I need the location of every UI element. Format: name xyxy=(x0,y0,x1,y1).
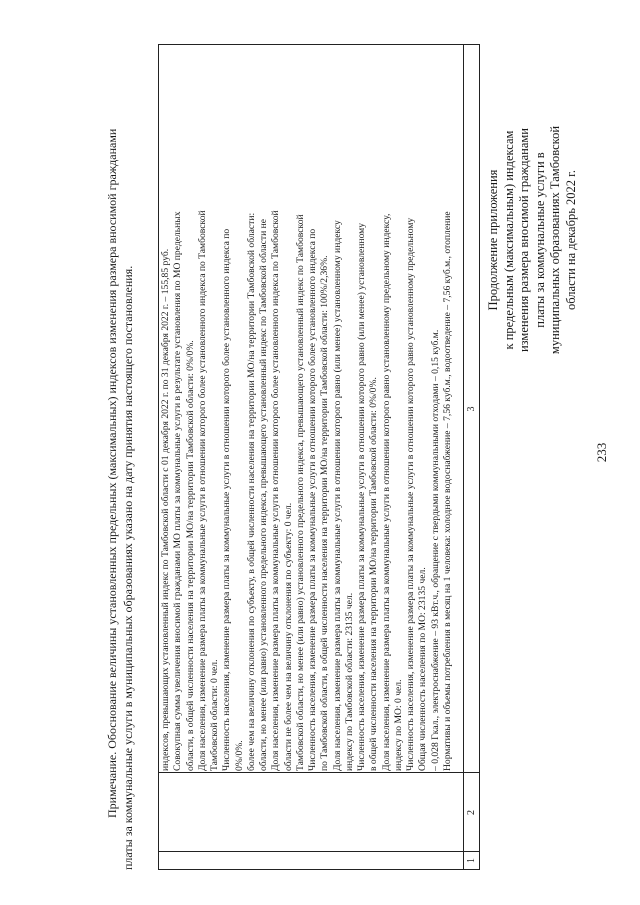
column-divider xyxy=(159,851,479,852)
footnote xyxy=(104,44,136,870)
column-header-2: 2 xyxy=(466,810,477,815)
table-text-line: Доля населения, изменение размера платы за коммунальные услуги в отношении которого более установленного индекса по Тамбовской xyxy=(196,210,208,771)
table-text-line: области, в общей численности населения на территории МО/на территории Тамбовской области: 0%/0%. xyxy=(184,340,196,771)
table-text-line: области, но менее (или равно) установленного предельного индекса, превышающего установленный индекс по Тамбовской области не xyxy=(258,218,269,771)
table-text-line: – 0,028 Гкал., электроснабжение – 93 кВт.ч., обращение с твердыми коммунальными отходами – 0,15 куб.м. xyxy=(429,329,441,771)
table-text-line: по Тамбовской области, в общей численности населения на территории МО/на территории Тамбовской области: 100%/2,36%. xyxy=(319,255,331,771)
table-text-line: Численность населения, изменение размера платы за коммунальные услуги в отношении которого равно установленному предельному xyxy=(405,217,416,771)
table-cell-text xyxy=(160,48,454,771)
table-text-line: Нормативы и объемы потребления в месяц на 1 человека: холодное водоснабжение – 7,56 куб.м., водоотведение – 7,56 куб.м., отопление xyxy=(441,211,453,771)
heading-line: области на декабрь 2022 г. xyxy=(563,170,578,311)
table-text-line: индексу по Тамбовской области: 23135 чел. xyxy=(343,592,355,771)
table-text-line: Численность населения, изменение размера платы за коммунальные услуги в отношении которого более установленного индекса по xyxy=(221,228,233,771)
table-text-line: в общей численности населения на территории МО/на территории Тамбовской области: 0%/0%. xyxy=(368,377,380,771)
table-text-line: Тамбовской области: 0 чел. xyxy=(209,659,220,771)
heading-line: Продолжение приложения xyxy=(486,169,500,311)
data-table xyxy=(158,44,480,870)
heading-line: муниципальных образованиях Тамбовской xyxy=(548,125,562,355)
table-text-line: Тамбовской области, но менее (или равно) установленного предельного индекса, превышающего установленный индекс по Тамбовской xyxy=(294,214,306,771)
table-text-line: более чем на величину отклонения по субъекту, в общей численности населения на территории МО/на территории Тамбовской области: xyxy=(245,212,257,771)
heading-line: к предельным (максимальным) индексам xyxy=(501,130,516,350)
appendix-heading xyxy=(486,90,579,390)
table-text-line: Общая численность населения по МО: 23135 чел. xyxy=(417,567,429,771)
heading-line: платы за коммунальные услуги в xyxy=(532,152,547,328)
table-text-line: Численность населения, изменение размера платы за коммунальные услуги в отношении которого более установленного индекса по xyxy=(307,228,318,771)
column-header-3: 3 xyxy=(466,406,477,412)
table-text-line: Доля населения, изменение размера платы за коммунальные услуги в отношении которого равно установленному предельному индексу, xyxy=(380,213,392,771)
heading-line: изменения размера вносимой гражданами xyxy=(517,128,531,353)
table-text-line: индексов, превышающих установленный индекс по Тамбовской области с 01 декабря 2022 г. по 31 декабря 2022 г. – 155,85 руб. xyxy=(160,248,171,771)
table-text-line: 0%/0%. xyxy=(233,740,245,771)
table-text-line: индексу по МО: 0 чел. xyxy=(392,679,404,771)
page-number: 233 xyxy=(594,442,609,463)
table-text-line: области не более чем на величину отклонения по субъекту: 0 чел. xyxy=(282,502,294,771)
table-text-line: Совокупная сумма увеличения вносимой гражданами МО платы за коммунальные услуги в результате установления по МО предельных xyxy=(172,211,184,771)
table-text-line: Численность населения, изменение размера платы за коммунальные услуги в отношении которого равно (или менее) установленному xyxy=(356,222,367,771)
table-text-line: Доля населения, изменение размера платы за коммунальные услуги в отношении которого более установленного индекса по Тамбовской xyxy=(270,210,282,771)
column-header-1: 1 xyxy=(466,858,477,863)
note-line: платы за коммунальные услуги в муниципальных образованиях указано на дату принятия настоящего постановления. xyxy=(121,265,135,870)
note-line: Примечание. Обоснование величины установленных предельных (максимальных) индексов изменения размера вносимой гражданами xyxy=(105,128,119,818)
table-text-line: Доля населения, изменение размера платы за коммунальные услуги в отношении которого равно (или менее) установленному индексу xyxy=(331,220,343,771)
column-divider xyxy=(159,772,479,773)
